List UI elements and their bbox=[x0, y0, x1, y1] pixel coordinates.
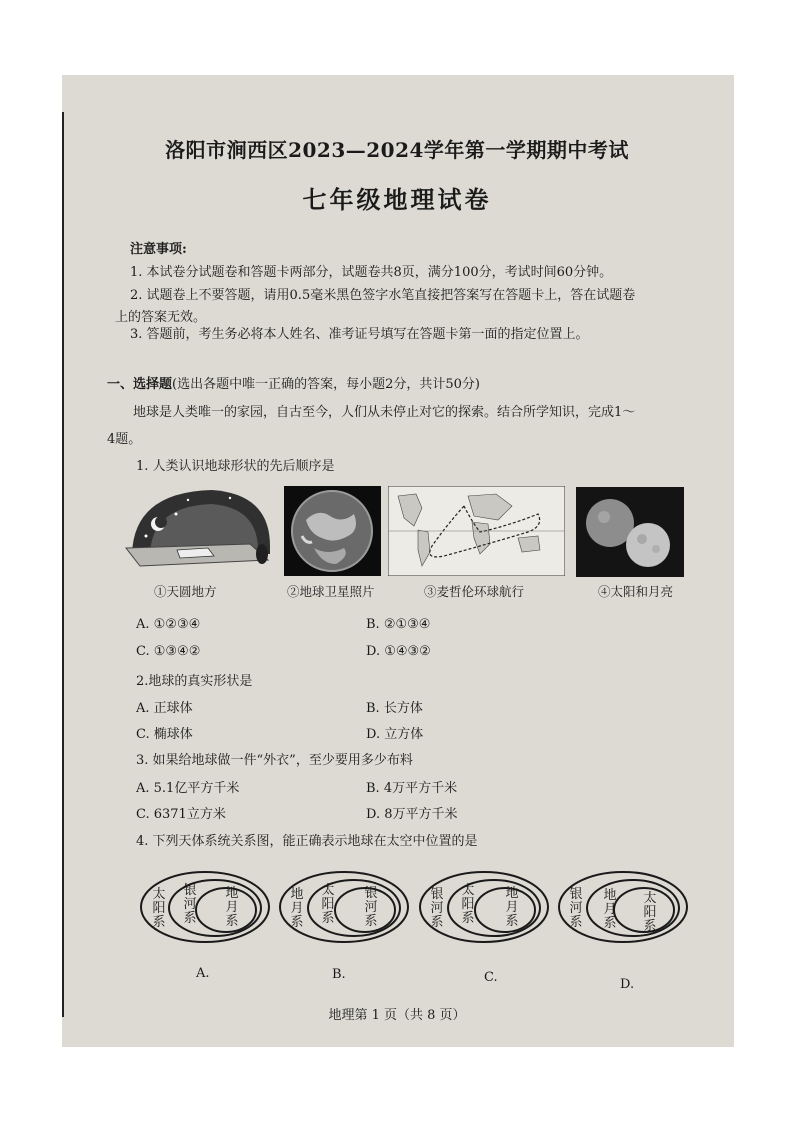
q2-option-c: C. 椭球体 bbox=[136, 727, 193, 742]
notice-heading: 注意事项: bbox=[130, 242, 187, 257]
diagram-d-letter: D. bbox=[620, 977, 635, 992]
passage-line-1: 地球是人类唯一的家园，自古至今，人们从未停止对它的探索。结合所学知识，完成1～ bbox=[133, 405, 636, 420]
diagram-c-inner-label: 地月系 bbox=[505, 886, 519, 929]
notice-item-3: 3. 答题前，考生务必将本人姓名、准考证号填写在答题卡第一面的指定位置上。 bbox=[130, 327, 589, 342]
diagram-a-letter: A. bbox=[196, 966, 210, 981]
q2-option-d: D. 立方体 bbox=[366, 727, 424, 742]
q3-option-c: C. 6371立方米 bbox=[136, 807, 226, 822]
diagram-a-middle-label: 银河系 bbox=[183, 883, 197, 926]
diagram-c-middle-label: 太阳系 bbox=[461, 883, 475, 926]
section-1-header bbox=[107, 373, 480, 392]
question-3-stem: 3. 如果给地球做一件“外衣”，至少要用多少布料 bbox=[136, 753, 413, 768]
diagram-c-outer-label: 银河系 bbox=[430, 887, 444, 930]
earth-satellite-photo bbox=[284, 486, 381, 576]
caption-sun-moon: ④太阳和月亮 bbox=[598, 584, 674, 599]
diagram-b-middle-label: 太阳系 bbox=[321, 883, 335, 926]
sky-dome-illustration bbox=[122, 484, 272, 578]
diagram-b-outer-label: 地月系 bbox=[290, 887, 304, 930]
question-4-stem: 4. 下列天体系统关系图，能正确表示地球在太空中位置的是 bbox=[136, 834, 478, 849]
q3-option-b: B. 4万平方千米 bbox=[366, 781, 458, 796]
diagram-d-inner-label: 太阳系 bbox=[643, 891, 657, 934]
diagram-a-inner-label: 地月系 bbox=[225, 886, 239, 929]
caption-magellan-voyage: ③麦哲伦环球航行 bbox=[424, 584, 525, 599]
q1-option-a: A. ①②③④ bbox=[136, 617, 201, 632]
caption-satellite-photo: ②地球卫星照片 bbox=[287, 584, 375, 599]
diagram-b-letter: B. bbox=[332, 967, 346, 982]
diagram-d-middle-label: 地月系 bbox=[603, 888, 617, 931]
diagram-b-inner-label: 银河系 bbox=[364, 886, 378, 929]
notice-item-2-line-1: 2. 试题卷上不要答题，请用0.5毫米黑色签字水笔直接把答案写在答题卡上，答在试题卷 bbox=[130, 288, 636, 303]
question-2-stem: 2.地球的真实形状是 bbox=[136, 674, 253, 689]
q3-option-d: D. 8万平方千米 bbox=[366, 807, 458, 822]
q2-option-a: A. 正球体 bbox=[136, 701, 193, 716]
q1-option-d: D. ①④③② bbox=[366, 644, 431, 659]
exam-title: 洛阳市涧西区2023—2024学年第一学期期中考试 bbox=[165, 138, 629, 162]
diagram-a-outer-label: 太阳系 bbox=[152, 887, 166, 930]
diagram-d-outer-label: 银河系 bbox=[569, 887, 583, 930]
q3-option-a: A. 5.1亿平方千米 bbox=[136, 781, 240, 796]
notice-item-1: 1. 本试卷分试题卷和答题卡两部分，试题卷共8页，满分100分，考试时间60分钟。 bbox=[130, 265, 613, 280]
section-1-instruction: (选出各题中唯一正确的答案，每小题2分，共计50分) bbox=[172, 377, 480, 392]
q1-option-c: C. ①③④② bbox=[136, 644, 201, 659]
q1-option-b: B. ②①③④ bbox=[366, 617, 431, 632]
section-1-title: 一、选择题 bbox=[107, 377, 173, 392]
question-1-stem: 1. 人类认识地球形状的先后顺序是 bbox=[136, 459, 335, 474]
passage-line-2: 4题。 bbox=[107, 432, 142, 447]
caption-sky-dome: ①天圆地方 bbox=[154, 584, 217, 599]
notice-item-2-line-2: 上的答案无效。 bbox=[115, 310, 207, 325]
exam-subtitle: 七年级地理试卷 bbox=[302, 185, 492, 214]
q2-option-b: B. 长方体 bbox=[366, 701, 423, 716]
diagram-c-letter: C. bbox=[484, 970, 498, 985]
magellan-voyage-map bbox=[388, 486, 565, 576]
page-number: 地理第 1 页（共 8 页） bbox=[328, 1008, 466, 1023]
sun-and-moon-photo bbox=[576, 487, 684, 577]
binding-margin-line bbox=[62, 112, 64, 1017]
